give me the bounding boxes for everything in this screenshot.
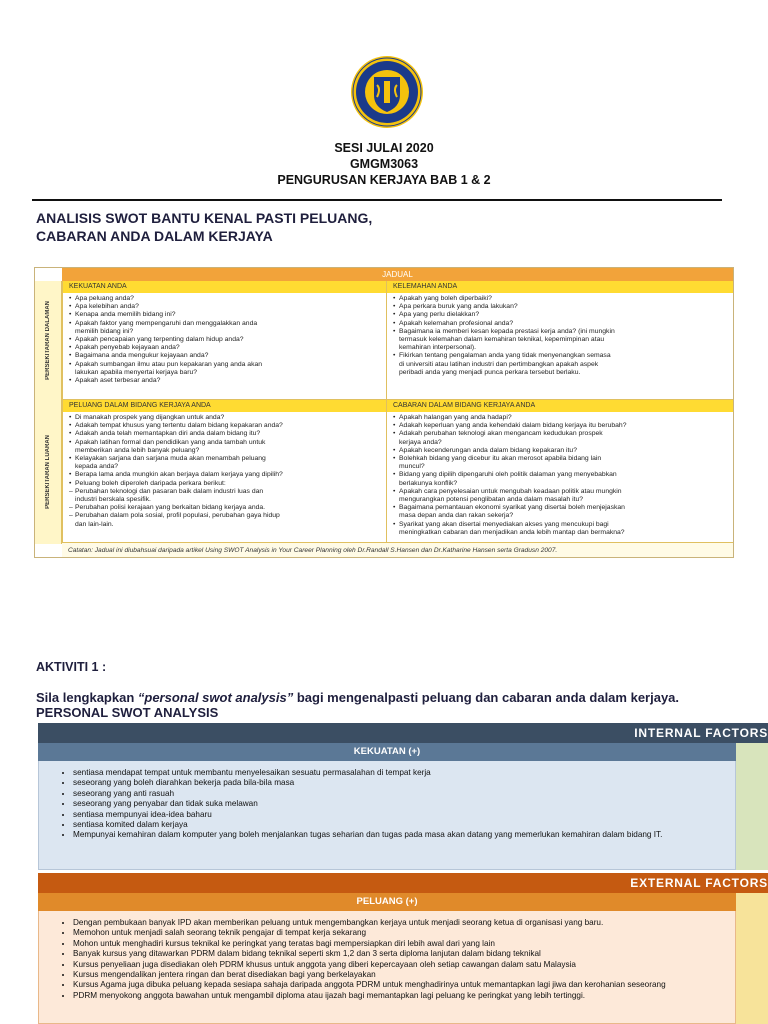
strengths-cell-title: KEKUATAN ANDA	[63, 281, 386, 293]
personal-swot-title: PERSONAL SWOT ANALYSIS	[36, 705, 219, 720]
heading-line-1: ANALISIS SWOT BANTU KENAL PASTI PELUANG,	[36, 210, 373, 226]
list-item: • PDRM menyokong anggota bawahan untuk mengambil diploma atau ijazah bagi memantapkan lagi peluang ke peringkat yang lebih tertinggi.	[73, 991, 735, 1001]
list-item: • Apakah yang boleh diperbaiki?	[393, 295, 729, 303]
list-item: – Perubahan polisi kerajaan yang berkaitan bidang kerjaya anda.	[69, 504, 382, 512]
university-seal-icon	[350, 55, 424, 129]
list-item: • Mempunyai kemahiran dalam komputer yang boleh menjalankan tugas seharian dan tugas pada masa akan datang yang memerlukan kemahiran dalam bidang IT.	[73, 830, 735, 840]
article-heading	[36, 209, 372, 245]
list-item: • Bagaimana pemantauan ekonomi syarikat yang disertai boleh menjejaskan	[393, 504, 729, 512]
list-item: kepada anda?	[75, 463, 119, 471]
list-item: • Peluang boleh diperoleh daripada perkara berikut:	[69, 480, 382, 488]
list-item: • sentiasa komited dalam kerjaya	[73, 820, 735, 830]
list-item: • Apakah halangan yang anda hadapi?	[393, 414, 729, 422]
internal-factors-title: INTERNAL FACTORS	[38, 723, 768, 743]
opportunities-list	[63, 412, 386, 529]
swot-reference-table	[34, 267, 734, 558]
list-item: • Apa yang perlu dielakkan?	[393, 311, 729, 319]
course-code: GMGM3063	[349, 157, 419, 171]
list-item: • Apa peluang anda?	[69, 295, 382, 303]
strengths-cell	[62, 281, 386, 399]
personal-opportunities-list	[73, 918, 735, 1001]
list-item: • Apakah penyebab kejayaan anda?	[69, 344, 382, 352]
list-item: lakukan apabila menyertai kerjaya baru?	[75, 368, 198, 376]
list-item: • sentiasa mempunyai idea-idea baharu	[73, 810, 735, 820]
list-item: • Dengan pembukaan banyak IPD akan memberikan peluang untuk mengembangkan kerjaya untuk menjadi seorang ketua di organisasi yang baru.	[73, 918, 735, 928]
list-item: peribadi anda yang menjadi punca perkara tersebut berlaku.	[399, 368, 581, 376]
list-item: • Memohon untuk menjadi salah seorang teknik pengajar di tempat kerja sekarang	[73, 928, 735, 938]
list-item: • Berapa lama anda mungkin akan berjaya dalam kerjaya yang dipilih?	[69, 471, 382, 479]
list-item: berlakunya konflik?	[399, 479, 458, 487]
list-item: • Apakah cara penyelesaian untuk mengubah keadaan politik atau mungkin	[393, 488, 729, 496]
list-item: kerjaya anda?	[399, 438, 442, 446]
external-side-column	[736, 893, 768, 1024]
activity-instruction: Sila lengkapkan “personal swot analysis” bagi mengenalpasti peluang dan cabaran anda dalam kerjaya.	[36, 690, 680, 705]
list-item: • Fikirkan tentang pengalaman anda yang tidak menyenangkan semasa	[393, 352, 729, 360]
document-header	[0, 140, 768, 188]
list-item: • Bagaimana ia memberi kesan kepada prestasi kerja anda? (ini mungkin	[393, 328, 729, 336]
list-item: • Banyak kursus yang ditawarkan PDRM dalam bidang teknikal seperti skm 1,2 dan 3 serta diploma lanjutan dalam bidang teknikal	[73, 949, 735, 959]
list-item: • Bidang yang dipilih dipengaruhi oleh politik dalaman yang menyebabkan	[393, 471, 729, 479]
personal-strengths-list	[73, 768, 735, 841]
instruction-emphasis: “personal swot analysis”	[137, 690, 294, 705]
list-item: industri berskala spesifik.	[75, 496, 151, 504]
list-item: muncul?	[399, 463, 425, 471]
list-item: • Apakah aset terbesar anda?	[69, 377, 382, 385]
list-item: • Apakah faktor yang mempengaruhi dan menggalakkan anda	[69, 320, 382, 328]
list-item: • Kelayakan sarjana dan sarjana muda akan menambah peluang	[69, 455, 382, 463]
list-item: • Apakah sumbangan ilmu atau pun kepakaran yang anda akan	[69, 361, 382, 369]
heading-line-2: CABARAN ANDA DALAM KERJAYA	[36, 228, 273, 244]
list-item: – Perubahan teknologi dan pasaran baik dalam industri luas dan	[69, 488, 382, 496]
list-item: di universiti atau latihan industri dan pertimbangkan apakah aspek	[399, 360, 599, 368]
internal-side-label: PERSEKITARAN DALAMAN	[35, 281, 62, 399]
list-item: – Perubahan dalam pola sosial, profil populasi, perubahan gaya hidup	[69, 512, 382, 520]
list-item: • Adakah perubahan teknologi akan mengancam kedudukan prospek	[393, 430, 729, 438]
table-note: Catatan: Jadual ini diubahsuai daripada artikel Using SWOT Analysis in Your Career Planning oleh Dr.Randall S.Hansen dan Dr.Katharine Hansen serta Gradusn 2007.	[62, 542, 733, 557]
weaknesses-list	[387, 293, 733, 377]
swot-table-title: JADUAL	[62, 268, 733, 281]
list-item: • Apa kelebihan anda?	[69, 303, 382, 311]
internal-factors-table	[38, 723, 768, 870]
external-side-label: PERSEKITARAN LUARAN	[35, 399, 62, 544]
list-item: • Kursus penyeliaan juga disediakan oleh PDRM khusus untuk anggota yang diberi kepercayaan oleh setiap cawangan dalam satu Malaysia	[73, 960, 735, 970]
threats-cell	[386, 399, 733, 544]
list-item: • Apakah latihan formal dan pendidikan yang anda tambah untuk	[69, 439, 382, 447]
list-item: • Adakah anda telah memantapkan diri anda dalam bidang itu?	[69, 430, 382, 438]
list-item: • Apakah kecenderungan anda dalam bidang kepakaran itu?	[393, 447, 729, 455]
weaknesses-cell	[386, 281, 733, 399]
list-item: • Adakah keperluan yang anda kehendaki dalam bidang kerjaya itu berubah?	[393, 422, 729, 430]
list-item: • Adakah tempat khusus yang tertentu dalam bidang kepakaran anda?	[69, 422, 382, 430]
opportunities-header: PELUANG (+)	[38, 893, 736, 911]
list-item: • Mohon untuk menghadiri kursus teknikal ke peringkat yang teratas bagi mempersiapkan diri lebih awal dari yang lain	[73, 939, 735, 949]
opportunities-cell-title: PELUANG DALAM BIDANG KERJAYA ANDA	[63, 400, 386, 412]
list-item: • Bagaimana anda mengukur kejayaan anda?	[69, 352, 382, 360]
list-item: • seseorang yang boleh diarahkan bekerja pada bila-bila masa	[73, 778, 735, 788]
list-item: • Apa perkara buruk yang anda lakukan?	[393, 303, 729, 311]
list-item: mengurangkan potensi penglibatan anda dalam masalah itu?	[399, 496, 584, 504]
strengths-list	[63, 293, 386, 385]
list-item: termasuk kelemahan dalam kemahiran teknikal, kepemimpinan atau	[399, 336, 605, 344]
threats-cell-title: CABARAN DALAM BIDANG KERJAYA ANDA	[387, 400, 733, 412]
list-item: • Syarikat yang akan disertai menyediakan akses yang mencukupi bagi	[393, 521, 729, 529]
list-item: • Apakah kelemahan profesional anda?	[393, 320, 729, 328]
threats-list	[387, 412, 733, 537]
list-item: • sentiasa mendapat tempat untuk membantu menyelesaikan sesuatu permasalahan di tempat kerja	[73, 768, 735, 778]
list-item: kemahiran interpersonal).	[399, 344, 477, 352]
list-item: • Di manakah prospek yang dijangkan untuk anda?	[69, 414, 382, 422]
list-item: • seseorang yang anti rasuah	[73, 789, 735, 799]
list-item: masa depan anda dan rakan sekerja?	[399, 512, 514, 520]
list-item: • Kursus Agama juga dibuka peluang kepada sesiapa sahaja daripada anggota PDRM untuk menghadirinya untuk memantapkan lagi jiwa dan kerohanian seseorang	[73, 980, 735, 990]
list-item: • seseorang yang penyabar dan tidak suka melawan	[73, 799, 735, 809]
strengths-header: KEKUATAN (+)	[38, 743, 736, 761]
external-factors-table	[38, 873, 768, 1024]
list-item: memilih bidang ini?	[75, 327, 134, 335]
list-item: • Kursus mengendalikan jentera ringan dan berat disediakan bagi yang berkelayakan	[73, 970, 735, 980]
list-item: • Bolehkah bidang yang dicebur itu akan merosot apabila bidang lain	[393, 455, 729, 463]
internal-side-column	[736, 743, 768, 870]
weaknesses-cell-title: KELEMAHAN ANDA	[387, 281, 733, 293]
opportunities-cell	[62, 399, 386, 544]
opportunities-body	[38, 911, 736, 1024]
list-item: meningkatkan cabaran dan menjadikan anda lebih mantap dan bermakna?	[399, 528, 625, 536]
list-item: • Apakah pencapaian yang terpenting dalam hidup anda?	[69, 336, 382, 344]
activity-title: AKTIVITI 1 :	[36, 660, 107, 674]
header-divider	[32, 199, 722, 201]
list-item: • Kenapa anda memilih bidang ini?	[69, 311, 382, 319]
session-label: SESI JULAI 2020	[334, 141, 434, 155]
list-item: memberikan anda lebih banyak peluang?	[75, 446, 200, 454]
list-item: dan lain-lain.	[75, 520, 114, 528]
strengths-body	[38, 761, 736, 870]
course-title: PENGURUSAN KERJAYA BAB 1 & 2	[277, 173, 491, 187]
external-factors-title: EXTERNAL FACTORS	[38, 873, 768, 893]
